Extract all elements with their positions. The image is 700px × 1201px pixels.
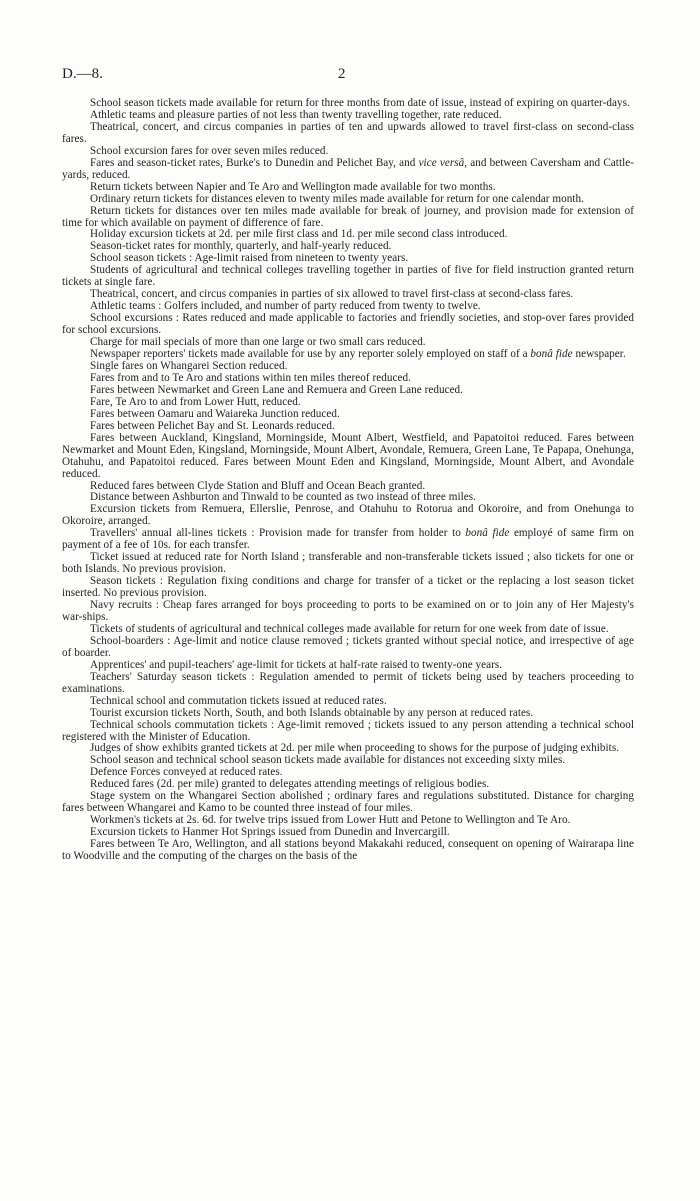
paragraph: Fares and season-ticket rates, Burke's to Dunedin and Pelichet Bay, and vice versâ, and between Caversham and Cattle-yards, reduced. <box>62 156 634 181</box>
paragraph: Fares between Newmarket and Green Lane and Remuera and Green Lane reduced. <box>90 383 464 396</box>
document-body <box>62 98 634 863</box>
paragraph: Judges of show exhibits granted tickets at 2d. per mile when proceeding to shows for the purpose of judging exhibits. <box>90 742 620 755</box>
paragraph: Fares from and to Te Aro and stations within ten miles thereof reduced. <box>90 371 411 384</box>
paragraph: Technical schools commutation tickets : Age-limit removed ; tickets issued to any person attending a technical school registered with the Minister of Education. <box>62 718 634 743</box>
paragraph: School excursions : Rates reduced and made applicable to factories and friendly societies, and stop-over fares provided for school excursions. <box>62 312 634 337</box>
paragraph: Students of agricultural and technical colleges travelling together in parties of five for field instruction granted return tickets at single fare. <box>62 264 634 289</box>
paragraph: Ticket issued at reduced rate for North Island ; transferable and non-transferable tickets issued ; also tickets for one or both Islands. No previous provision. <box>62 551 634 576</box>
paragraph: School excursion fares for over seven miles reduced. <box>90 144 329 157</box>
paragraph: Season tickets : Regulation fixing conditions and charge for transfer of a ticket or the replacing a lost season ticket inserted. No previous provision. <box>62 575 634 600</box>
paragraph: Return tickets for distances over ten miles made available for break of journey, and provision made for extension of time for which available on payment of difference of fare. <box>62 204 634 229</box>
paragraph: Ordinary return tickets for distances eleven to twenty miles made available for return for one calendar month. <box>90 192 584 205</box>
paragraph: Athletic teams and pleasure parties of not less than twenty travelling together, rate reduced. <box>90 108 502 121</box>
paragraph: Newspaper reporters' tickets made available for use by any reporter solely employed on staff of a bonâ fide newspaper. <box>90 348 626 361</box>
paragraph: Fares between Pelichet Bay and St. Leonards reduced. <box>90 419 335 432</box>
paragraph: Technical school and commutation tickets issued at reduced rates. <box>90 694 387 707</box>
document-reference: D.—8. <box>62 66 103 82</box>
paragraph: Reduced fares between Clyde Station and Bluff and Ocean Beach granted. <box>90 479 426 492</box>
paragraph: School-boarders : Age-limit and notice clause removed ; tickets granted without special notice, and irrespective of age of boarder. <box>62 634 634 659</box>
paragraph: Athletic teams : Golfers included, and number of party reduced from twenty to twelve. <box>90 300 481 313</box>
paragraph: Excursion tickets from Remuera, Ellerslie, Penrose, and Otahuhu to Rotorua and Okoroire, and from Onehunga to Okoroire, arranged. <box>62 503 634 528</box>
paragraph: Teachers' Saturday season tickets : Regulation amended to permit of tickets being used by teachers proceeding to examinations. <box>62 670 634 695</box>
paragraph: Season-ticket rates for monthly, quarterly, and half-yearly reduced. <box>90 240 392 253</box>
paragraph: Defence Forces conveyed at reduced rates. <box>90 766 283 779</box>
paragraph: Tickets of students of agricultural and technical colleges made available for return for one week from date of issue. <box>90 622 609 635</box>
paragraph: Reduced fares (2d. per mile) granted to delegates attending meetings of religious bodies. <box>90 778 490 791</box>
paragraph: Stage system on the Whangarei Section abolished ; ordinary fares and regulations substituted. Distance for charging fares between Whangarei and Kamo to be counted three instead of four miles. <box>62 790 634 815</box>
paragraph: Fares between Auckland, Kingsland, Morningside, Mount Albert, Westfield, and Papatoitoi reduced. Fares between Newmarket and Mount Eden, Kingsland, Morningside, Mount Albert, Avondale, Remuera, Green Lane, Te Papapa, Onehunga, Otahuhu, and Papatoitoi reduced. Fares between Mount Eden and Kingsland, Morningside, Mount Albert, and Avondale reduced. <box>62 431 634 480</box>
paragraph: Theatrical, concert, and circus companies in parties of six allowed to travel first-class at second-class fares. <box>90 288 574 301</box>
paragraph: Tourist excursion tickets North, South, and both Islands obtainable by any person at reduced rates. <box>90 706 534 719</box>
paragraph: Single fares on Whangarei Section reduced. <box>90 359 288 372</box>
paragraph: Travellers' annual all-lines tickets : Provision made for transfer from holder to bonâ fide employé of same firm on payment of a fee of 10s. for each transfer. <box>62 527 634 552</box>
paragraph: School season tickets made available for return for three months from date of issue, instead of expiring on quarter-days. <box>90 97 630 109</box>
paragraph: Apprentices' and pupil-teachers' age-limit for tickets at half-rate raised to twenty-one years. <box>90 658 503 671</box>
paragraph: Holiday excursion tickets at 2d. per mile first class and 1d. per mile second class introduced. <box>90 228 508 241</box>
paragraph: Workmen's tickets at 2s. 6d. for twelve trips issued from Lower Hutt and Petone to Wellington and Te Aro. <box>90 814 571 827</box>
paragraph: Fare, Te Aro to and from Lower Hutt, reduced. <box>90 395 301 408</box>
paragraph: Return tickets between Napier and Te Aro and Wellington made available for two months. <box>90 180 496 193</box>
paragraph: Fares between Te Aro, Wellington, and all stations beyond Makakahi reduced, consequent on opening of Wairarapa line to Woodville and the computing of the charges on the basis of the <box>62 838 634 863</box>
paragraph: Distance between Ashburton and Tinwald to be counted as two instead of three miles. <box>90 491 476 504</box>
paragraph: Fares between Oamaru and Waiareka Junction reduced. <box>90 407 340 420</box>
paragraph: Charge for mail specials of more than one large or two small cars reduced. <box>90 336 426 349</box>
paragraph: School season and technical school season tickets made available for distances not exceeding sixty miles. <box>90 754 566 767</box>
page-number: 2 <box>338 66 346 82</box>
paragraph: Navy recruits : Cheap fares arranged for boys proceeding to ports to be examined on or to join any of Her Majesty's war-ships. <box>62 599 634 623</box>
paragraph: Theatrical, concert, and circus companies in parties of ten and upwards allowed to travel first-class on second-class fares. <box>62 120 634 145</box>
paragraph: School season tickets : Age-limit raised from nineteen to twenty years. <box>90 252 409 265</box>
page-header <box>62 66 638 86</box>
paragraph: Excursion tickets to Hanmer Hot Springs issued from Dunedin and Invercargill. <box>90 826 450 839</box>
